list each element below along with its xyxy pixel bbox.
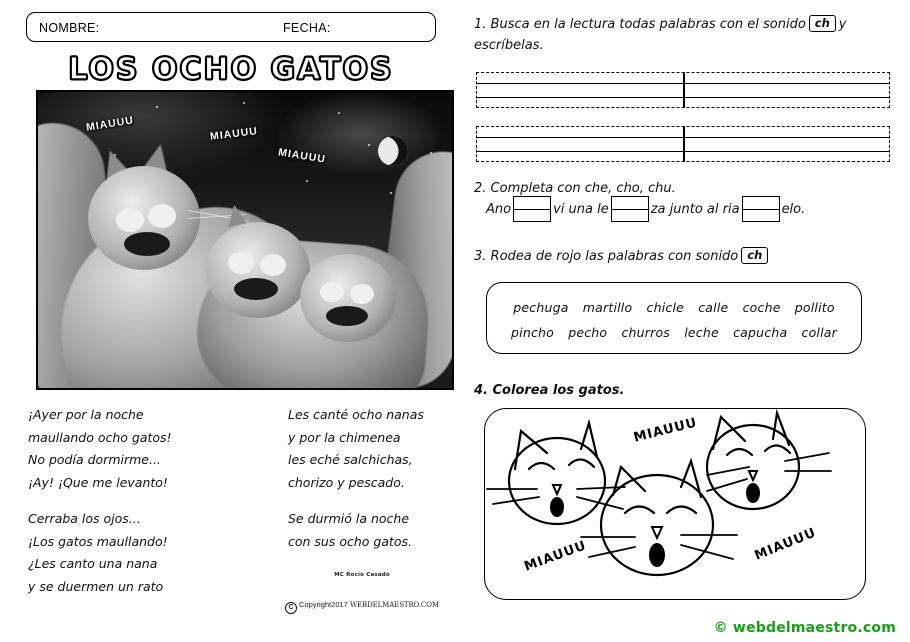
cat-mouth <box>124 232 170 256</box>
cat-eye <box>228 252 254 274</box>
handwriting-line[interactable] <box>476 126 890 162</box>
poem-author: MC Rocío Casado <box>334 572 390 578</box>
word-item[interactable]: chicle <box>646 300 685 315</box>
fecha-label: FECHA: <box>283 21 331 35</box>
name-date-box <box>26 12 436 42</box>
word-item[interactable]: churros <box>621 325 671 340</box>
word-item[interactable]: calle <box>698 300 729 315</box>
word-item[interactable]: pollito <box>794 300 835 315</box>
cat-eye <box>320 282 344 302</box>
poem-line: Se durmió la noche <box>288 511 410 526</box>
ch-sound-chip: ch <box>809 15 836 32</box>
poem-line: Les canté ocho nanas <box>288 407 424 422</box>
coloring-cats-box[interactable] <box>484 408 866 600</box>
coloring-miau-1: MIAUUU <box>632 415 699 446</box>
word-bank-row-2 <box>487 325 861 340</box>
fill-in-box-3[interactable] <box>742 196 780 222</box>
poem-column-right <box>288 404 473 553</box>
copyright-line <box>252 600 472 614</box>
word-item[interactable]: capucha <box>733 325 788 340</box>
fill-in-box-1[interactable] <box>513 196 551 222</box>
copyright-domain: WEBDELMAESTRO.COM <box>349 601 439 609</box>
exercise-1-prompt <box>474 14 894 56</box>
poem-line: y por la chimenea <box>288 429 401 445</box>
exercise-3-text: Rodea de rojo las palabras con sonido <box>490 249 739 264</box>
exercise-1-text-before: Busca en la lectura todas palabras con el sonido <box>490 17 806 32</box>
exercise-4-prompt <box>474 380 774 401</box>
sentence-part-1: Ano <box>486 201 512 217</box>
exercise-3-number: 3. <box>474 249 487 264</box>
poem-spacer <box>28 494 243 508</box>
sentence-part-2: vi una le <box>553 201 609 217</box>
exercise-1-number: 1. <box>474 17 487 32</box>
cat-eye <box>148 204 176 228</box>
word-bank-row-1 <box>487 300 861 315</box>
cat-mouth <box>234 278 278 300</box>
poem-spacer <box>288 494 473 508</box>
coloring-miau-2: MIAUUU <box>522 538 589 575</box>
word-item[interactable]: martillo <box>582 300 633 315</box>
sentence-part-3: za junto al ria <box>650 201 740 217</box>
answer-lines-row-2[interactable] <box>476 126 890 162</box>
poem-line: No podía dormirme... <box>28 452 161 467</box>
cat-eye <box>260 254 286 276</box>
cat-head-2 <box>206 222 310 318</box>
page-title: LOS OCHO GATOS <box>68 52 394 87</box>
crescent-moon-icon <box>374 132 412 170</box>
poem-line: y se duermen un rato <box>28 578 164 594</box>
exercise-2-sentence <box>486 196 805 222</box>
cat-face-right <box>707 413 831 509</box>
copyright-icon: C <box>285 602 297 614</box>
poem-line: ¡Ay! ¡Que me levanto! <box>28 474 168 490</box>
poem-line: chorizo y pescado. <box>288 474 405 490</box>
poem-line: con sus ocho gatos. <box>288 533 413 549</box>
copyright-text: Copyright2017 <box>299 600 348 609</box>
line-divider <box>683 126 685 162</box>
exercise-2-text: Completa con che, cho, chu. <box>490 181 676 196</box>
word-item[interactable]: pecho <box>568 325 608 340</box>
sentence-part-4: elo. <box>781 201 806 217</box>
poem-line: ¿Les canto una nana <box>28 556 158 571</box>
poem-column-left <box>28 404 243 598</box>
line-divider <box>683 72 685 108</box>
word-item[interactable]: pincho <box>511 325 555 340</box>
poem-line: ¡Los gatos maullando! <box>28 533 168 549</box>
word-item[interactable]: leche <box>684 325 719 340</box>
exercise-4-text: Colorea los gatos. <box>492 383 625 398</box>
word-item[interactable]: pechuga <box>513 300 569 315</box>
poem-line: les eché salchichas, <box>288 452 413 467</box>
cat-faces-drawing <box>485 409 865 599</box>
illustration-miau-2: MIAUUU <box>209 125 259 143</box>
word-item[interactable]: coche <box>742 300 781 315</box>
cats-night-illustration <box>36 90 454 390</box>
word-item[interactable]: collar <box>801 325 837 340</box>
nombre-label: NOMBRE: <box>39 21 100 35</box>
coloring-miau-3: MIAUUU <box>752 525 819 564</box>
handwriting-line[interactable] <box>476 72 890 108</box>
word-bank-box <box>486 282 862 354</box>
cat-eye <box>116 208 144 232</box>
cat-eye <box>350 284 374 304</box>
cat-mouth <box>326 306 368 326</box>
exercise-4-number: 4. <box>474 383 488 398</box>
illustration-miau-3: MIAUUU <box>277 146 327 166</box>
poem-line: Cerraba los ojos... <box>28 511 141 526</box>
answer-lines-row-1[interactable] <box>476 72 890 108</box>
poem-line: maullando ocho gatos! <box>28 429 172 445</box>
site-watermark: © webdelmaestro.com <box>713 620 896 636</box>
exercise-1-text-after: y escríbelas. <box>474 17 847 53</box>
cat-head-3 <box>300 254 396 342</box>
ch-sound-chip: ch <box>741 247 768 264</box>
exercise-2-number: 2. <box>474 181 487 196</box>
right-column <box>462 0 910 642</box>
exercise-3-prompt <box>474 246 894 267</box>
fill-in-box-2[interactable] <box>611 196 649 222</box>
illustration-miau-1: MIAUUU <box>85 114 135 134</box>
poem-line: ¡Ayer por la noche <box>28 407 144 422</box>
